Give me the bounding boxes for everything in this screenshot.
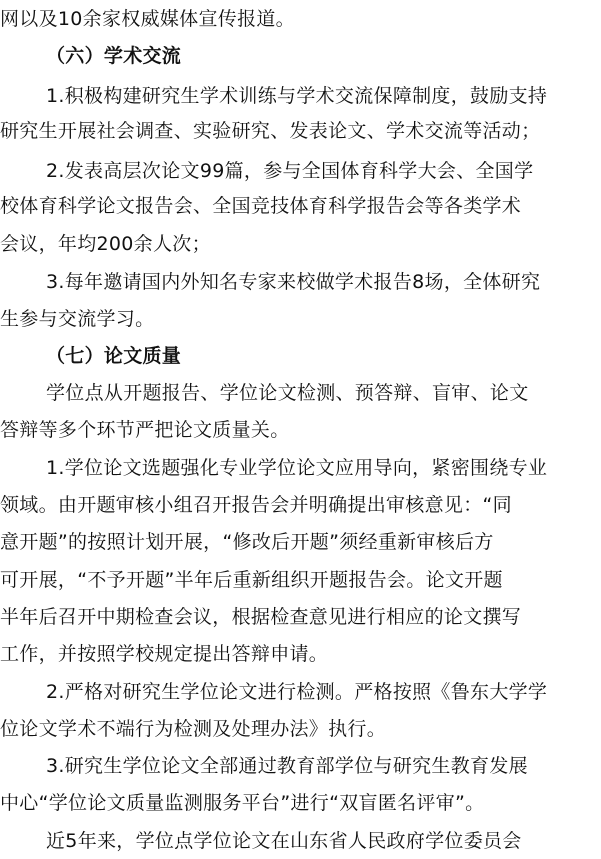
paragraph-line: 网以及10余家权威媒体宣传报道。 bbox=[0, 8, 295, 30]
paragraph-line: 意开题”的按照计划开展，“修改后开题”须经重新审核后方 bbox=[0, 531, 494, 553]
paragraph-line: 位论文学术不端行为检测及处理办法》执行。 bbox=[0, 718, 387, 740]
paragraph-line: 1.学位论文选题强化专业学位论文应用导向，紧密围绕专业 bbox=[46, 457, 548, 479]
section-heading: （六）学术交流 bbox=[46, 45, 182, 67]
paragraph-line: 1.积极构建研究生学术训练与学术交流保障制度，鼓励支持 bbox=[46, 85, 548, 107]
paragraph-line: 2.严格对研究生学位论文进行检测。严格按照《鲁东大学学 bbox=[46, 681, 548, 703]
paragraph-line: 半年后召开中期检查会议，根据检查意见进行相应的论文撰写 bbox=[0, 606, 522, 628]
paragraph-line: 生参与交流学习。 bbox=[0, 308, 155, 330]
paragraph-line: 3.每年邀请国内外知名专家来校做学术报告8场，全体研究 bbox=[46, 271, 541, 293]
paragraph-line: 领域。由开题审核小组召开报告会并明确提出审核意见：“同 bbox=[0, 494, 512, 516]
paragraph-line: 答辩等多个环节严把论文质量关。 bbox=[0, 419, 290, 441]
paragraph-line: 可开展，“不予开题”半年后重新组织开题报告会。论文开题 bbox=[0, 569, 503, 591]
paragraph-line: 近5年来，学位点学位论文在山东省人民政府学位委员会 bbox=[46, 830, 522, 852]
paragraph-line: 校体育科学论文报告会、全国竞技体育科学报告会等各类学术 bbox=[0, 195, 522, 217]
paragraph-line: 研究生开展社会调查、实验研究、发表论文、学术交流等活动； bbox=[0, 120, 541, 142]
paragraph-line: 中心“学位论文质量监测服务平台”进行“双盲匿名评审”。 bbox=[0, 792, 485, 814]
paragraph-line: 学位点从开题报告、学位论文检测、预答辩、盲审、论文 bbox=[46, 382, 529, 404]
paragraph-line: 2.发表高层次论文99篇，参与全国体育科学大会、全国学 bbox=[46, 160, 534, 182]
paragraph-line: 3.研究生学位论文全部通过教育部学位与研究生教育发展 bbox=[46, 755, 528, 777]
paragraph-line: 工作，并按照学校规定提出答辩申请。 bbox=[0, 643, 329, 665]
section-heading: （七）论文质量 bbox=[46, 345, 182, 367]
paragraph-line: 会议，年均200余人次； bbox=[0, 233, 211, 255]
